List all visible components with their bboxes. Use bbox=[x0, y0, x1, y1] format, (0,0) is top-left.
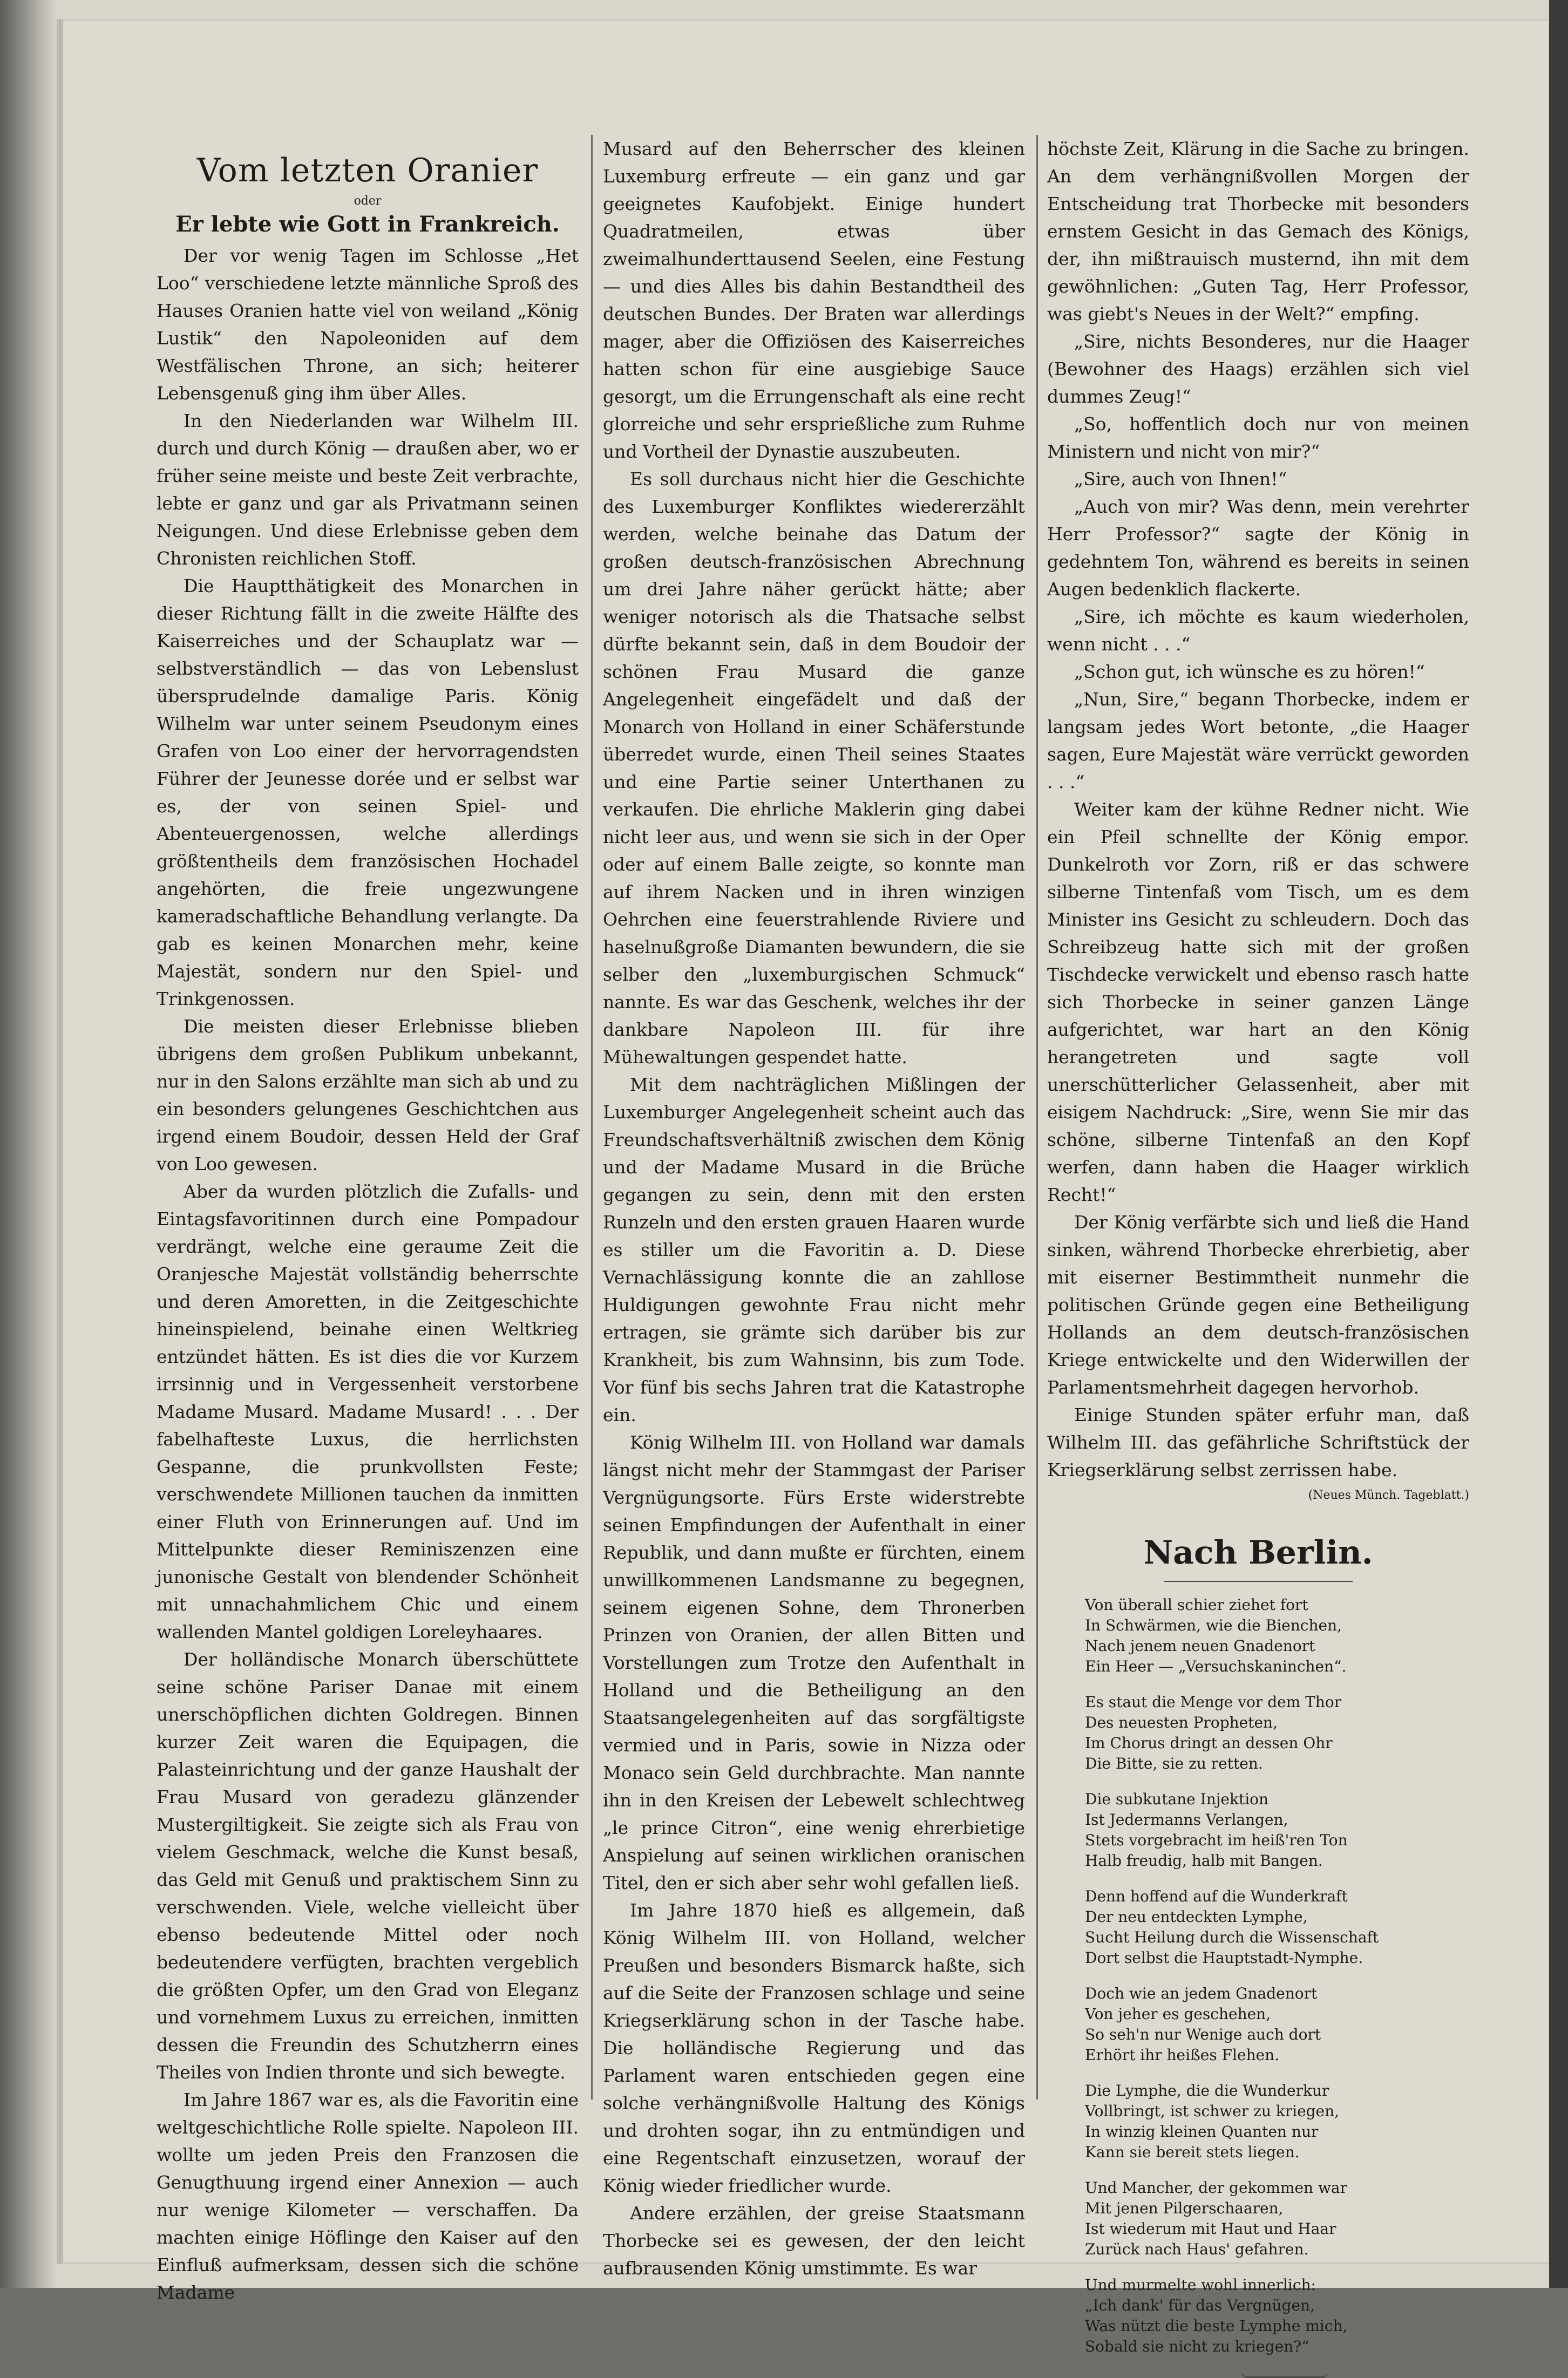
paragraph: Musard auf den Beherrscher des kleinen Luxemburg erfreute — ein ganz und gar geeignetes Kaufobjekt. Einige hundert Quadratmeilen, etwas über zweimalhunderttausend Seelen, eine Festung — und dies Alles bis dahin Bestandtheil des deutschen Bundes. Der Braten war allerdings mager, aber die Offiziösen des Kaiserreiches hatten schon für eine ausgiebige Sauce gesorgt, um die Errungenschaft als eine recht glorreiche und sehr ersprießliche zum Ruhme und Vortheil der Dynastie auszubeuten. bbox=[603, 138, 1025, 462]
column-rule-1 bbox=[591, 135, 593, 2100]
paragraph: höchste Zeit, Klärung in die Sache zu bringen. An dem verhängnißvollen Morgen der Entscheidung trat Thorbecke mit besonders ernstem Gesicht in das Gemach des Königs, der, ihn mißtrauisch musternd, ihn mit dem gewöhnlichen: „Guten Tag, Herr Professor, was giebt's Neues in der Welt?“ empfing. bbox=[1047, 138, 1469, 324]
poem-line: Halb freudig, halb mit Bangen. bbox=[1085, 1852, 1323, 1870]
column-rule-2 bbox=[1036, 135, 1038, 2100]
poem-stanza bbox=[1085, 1886, 1469, 1968]
paragraph: Im Jahre 1867 war es, als die Favoritin eine weltgeschichtliche Rolle spielte. Napoleon III. wollte um jeden Preis den Franzosen die Genugthuung irgend einer Annexion — auch nur wenige Kilometer — verschaffen. Da machten einige Höflinge den Kaiser auf den Einfluß aufmerksam, dessen sich die schöne Madame bbox=[157, 2089, 579, 2303]
poem-stanza bbox=[1085, 2081, 1469, 2163]
end-flourish bbox=[1241, 2372, 1328, 2378]
paragraph: Die Hauptthätigkeit des Monarchen in dieser Richtung fällt in die zweite Hälfte des Kaiserreiches und der Schauplatz war — selbstverständlich — das von Lebenslust übersprudelnde damalige Paris. König Wilhelm war unter seinem Pseudonym eines Grafen von Loo einer der hervorragendsten Führer der Jeunesse dorée und er selbst war es, der von seinen Spiel- und Abenteuergenossen, welche allerdings größtentheils dem französischen Hochadel angehörten, die freie ungezwungene kameradschaftliche Behandlung verlangte. Da gab es keinen Monarchen mehr, keine Majestät, sondern nur den Spiel- und Trinkgenossen. bbox=[157, 575, 579, 1009]
poem-stanza bbox=[1085, 1789, 1469, 1871]
paragraph: Einige Stunden später erfuhr man, daß Wilhelm III. das gefährliche Schriftstück der Kriegserklärung selbst zerrissen habe. bbox=[1047, 1404, 1469, 1480]
paragraph: Es soll durchaus nicht hier die Geschichte des Luxemburger Konfliktes wiedererzählt werden, welche beinahe das Datum der großen deutsch-französischen Abrechnung um drei Jahre näher gerückt hätte; aber weniger notorisch als die Thatsache selbst dürfte bekannt sein, daß in dem Boudoir der schönen Frau Musard die ganze Angelegenheit eingefädelt und daß der Monarch von Holland in einer Schäferstunde überredet wurde, einen Theil seines Staates und eine Partie seiner Unterthanen zu verkaufen. Die ehrliche Maklerin ging dabei nicht leer aus, und wenn sie sich in der Oper oder auf einem Balle zeigte, so konnte man auf ihrem Nacken und in ihren winzigen Oehrchen eine feuerstrahlende Riviere und haselnußgroße Diamanten bewundern, die sie selber den „luxemburgischen Schmuck“ nannte. Es war das Geschenk, welches ihr der dankbare Napoleon III. für ihre Mühewaltungen gespendet hatte. bbox=[603, 468, 1025, 1068]
column-2 bbox=[603, 135, 1025, 2282]
paragraph: Aber da wurden plötzlich die Zufalls- und Eintagsfavoritinnen durch eine Pompadour verdrängt, welche eine geraume Zeit die Oranjesche Majestät vollständig beherrschte und deren Amoretten, in die Zeitgeschichte hineinspielend, beinahe einen Weltkrieg entzündet hätten. Es ist dies die vor Kurzem irrsinnig und in Vergessenheit verstorbene Madame Musard. Madame Musard! . . . Der fabelhafteste Luxus, die herrlichsten Gespanne, die prunkvollsten Feste; verschwendete Millionen tauchen da inmitten einer Fluth von Erinnerungen auf. Und im Mittelpunkte dieser Reminiszenzen eine junonische Gestalt von blendender Schönheit mit unnachahmlichem Chic und einem wallenden Mantel goldigen Loreleyhaares. bbox=[157, 1181, 579, 1642]
article-title: Vom letzten Oranier bbox=[196, 152, 539, 189]
poem-title-divider bbox=[1164, 1581, 1353, 1582]
poem-line: Was nützt die beste Lymphe mich, bbox=[1085, 2317, 1348, 2335]
paragraph: „Sire, ich möchte es kaum wiederholen, wenn nicht . . .“ bbox=[1047, 606, 1469, 655]
poem-line: Ein Heer — „Versuchskaninchen“. bbox=[1085, 1657, 1347, 1675]
poem-line: Die Bitte, sie zu retten. bbox=[1085, 1755, 1263, 1772]
poem-line: Die Lymphe, die die Wunderkur bbox=[1085, 2082, 1329, 2100]
page-stack-edge bbox=[57, 19, 63, 2264]
article-subtitle: Er lebte wie Gott in Frankreich. bbox=[175, 212, 560, 237]
paragraph: „Schon gut, ich wünsche es zu hören!“ bbox=[1074, 661, 1425, 682]
paragraph: Die meisten dieser Erlebnisse blieben übrigens dem großen Publikum unbekannt, nur in den Salons erzählte man sich ab und zu ein besonders gelungenes Geschichtchen aus irgend einem Boudoir, dessen Held der Graf von Loo gewesen. bbox=[157, 1016, 579, 1174]
poem-title: Nach Berlin. bbox=[1143, 1534, 1373, 1572]
paragraph: „So, hoffentlich doch nur von meinen Ministern und nicht von mir?“ bbox=[1047, 413, 1469, 462]
poem-line: Die subkutane Injektion bbox=[1085, 1790, 1269, 1808]
paragraph: Andere erzählen, der greise Staatsmann Thorbecke sei es gewesen, der den leicht aufbrausenden König umstimmte. Es war bbox=[603, 2203, 1025, 2279]
scanner-edge bbox=[1549, 0, 1568, 2288]
paragraph: „Auch von mir? Was denn, mein verehrter Herr Professor?“ sagte der König in gedehntem Ton, während es bereits in seinen Augen bedenklich flackerte. bbox=[1047, 496, 1469, 600]
paragraph: Im Jahre 1870 hieß es allgemein, daß König Wilhelm III. von Holland, welcher Preußen und besonders Bismarck haßte, sich auf die Seite der Franzosen schlage und seine Kriegserklärung schon in der Tasche habe. Die holländische Regierung und das Parlament waren entschieden gegen eine solche verhängnißvolle Haltung des Königs und drohten sogar, ihn zu entmündigen und eine Regentschaft einzusetzen, worauf der König wieder friedlicher wurde. bbox=[603, 1900, 1025, 2196]
poem-stanza bbox=[1085, 2275, 1469, 2357]
poem-line: Sucht Heilung durch die Wissenschaft bbox=[1085, 1928, 1379, 1946]
paragraph: Mit dem nachträglichen Mißlingen der Luxemburger Angelegenheit scheint auch das Freundschaftsverhältniß zwischen dem König und der Madame Musard in die Brüche gegangen zu sein, denn mit den ersten Runzeln und den ersten grauen Haaren wurde es stiller um die Favoritin a. D. Diese Vernachlässigung konnte die an zahllose Huldigungen gewohnte Frau nicht mehr ertragen, sie grämte sich darüber bis zur Krankheit, bis zum Wahnsinn, bis zum Tode. Vor fünf bis sechs Jahren trat die Katastrophe ein. bbox=[603, 1074, 1025, 1425]
poem-line: Stets vorgebracht im heiß'ren Ton bbox=[1085, 1831, 1348, 1849]
poem-stanza bbox=[1085, 2178, 1469, 2260]
paragraph: Der holländische Monarch überschüttete seine schöne Pariser Danae mit einem unerschöpflichen dichten Goldregen. Binnen kurzer Zeit waren die Equipagen, die Palasteinrichtung und der ganze Haushalt der Frau Musard von geradezu glänzender Mustergiltigkeit. Sie zeigte sich als Frau von vielem Geschmack, welche die Kunst besaß, das Geld mit Genuß und praktischem Sinn zu verschwenden. Viele, welche vielleicht über ebenso bedeutende Mittel oder noch bedeutendere verfügten, brachten vergeblich die größten Opfer, um den Grad von Eleganz und vornehmem Luxus zu erreichen, inmitten dessen die Freundin des Schutzherrn eines Theiles von Indien thronte und sich bewegte. bbox=[157, 1649, 579, 2083]
paragraph: Der vor wenig Tagen im Schlosse „Het Loo“ verschiedene letzte männliche Sproß des Hauses Oranien hatte viel von weiland „König Lustik“ den Napoleoniden auf dem Westfälischen Throne, an sich; heiterer Lebensgenuß ging ihm über Alles. bbox=[157, 245, 579, 404]
column-1 bbox=[157, 135, 579, 2306]
paragraph: „Sire, auch von Ihnen!“ bbox=[1074, 468, 1287, 490]
poem-line: So seh'n nur Wenige auch dort bbox=[1085, 2026, 1321, 2043]
paragraph: „Sire, nichts Besonderes, nur die Haager (Bewohner des Haags) erzählen sich viel dummes Zeug!“ bbox=[1047, 331, 1469, 407]
article-oder: oder bbox=[354, 194, 382, 208]
poem-line: Ist wiederum mit Haut und Haar bbox=[1085, 2220, 1336, 2238]
poem-line: Dort selbst die Hauptstadt-Nymphe. bbox=[1085, 1949, 1363, 1967]
paragraph: König Wilhelm III. von Holland war damals längst nicht mehr der Stammgast der Pariser Vergnügungsorte. Fürs Erste widerstrebte seinen Empfindungen der Aufenthalt in einer Republik, und dann mußte er fürchten, einem unwillkommenen Landsmanne zu begegnen, seinem eigenen Sohne, dem Thronerben Prinzen von Oranien, der allen Bitten und Vorstellungen zum Trotze den Aufenthalt in Holland und die Betheiligung an den Staatsangelegenheiten auf das sorgfältigste vermied und in Paris, sowie in Nizza oder Monaco sein Geld durchbrachte. Man nannte ihn in den Kreisen der Lebewelt schlechtweg „le prince Citron“, eine wenig ehrerbietige Anspielung auf seinen wirklichen oranischen Titel, den er sich aber sehr wohl gefallen ließ. bbox=[603, 1432, 1025, 1893]
poem-line: Der neu entdeckten Lymphe, bbox=[1085, 1908, 1308, 1926]
poem-line: Denn hoffend auf die Wunderkraft bbox=[1085, 1887, 1348, 1905]
poem-line: In Schwärmen, wie die Bienchen, bbox=[1085, 1616, 1342, 1634]
poem-line: Zurück nach Haus' gefahren. bbox=[1085, 2240, 1309, 2258]
paragraph: In den Niederlanden war Wilhelm III. durch und durch König — draußen aber, wo er früher seine meiste und beste Zeit verbrachte, lebte er ganz und gar als Privatmann seinen Neigungen. Und diese Erlebnisse geben dem Chronisten reichlichen Stoff. bbox=[157, 410, 579, 569]
poem-line: In winzig kleinen Quanten nur bbox=[1085, 2123, 1319, 2141]
poem-line: Sobald sie nicht zu kriegen?“ bbox=[1085, 2338, 1309, 2355]
poem-line: Erhört ihr heißes Flehen. bbox=[1085, 2046, 1280, 2064]
poem-line: Nach jenem neuen Gnadenort bbox=[1085, 1637, 1315, 1655]
article-source: (Neues Münch. Tageblatt.) bbox=[1308, 1489, 1469, 1502]
poem-line: Kann sie bereit stets liegen. bbox=[1085, 2143, 1300, 2161]
paragraph: Der König verfärbte sich und ließ die Hand sinken, während Thorbecke ehrerbietig, aber mit eiserner Bestimmtheit nunmehr die politischen Gründe gegen eine Betheiligung Hollands an dem deutsch-französischen Kriege entwickelte und den Widerwillen der Parlamentsmehrheit dagegen hervorhob. bbox=[1047, 1212, 1469, 1398]
poem-line: Und murmelte wohl innerlich: bbox=[1085, 2276, 1316, 2294]
poem-line: Von jeher es geschehen, bbox=[1085, 2005, 1271, 2023]
poem-line: Und Mancher, der gekommen war bbox=[1085, 2179, 1347, 2197]
poem-line: „Ich dank' für das Vergnügen, bbox=[1085, 2297, 1315, 2314]
poem-line: Vollbringt, ist schwer zu kriegen, bbox=[1085, 2102, 1340, 2120]
column-3 bbox=[1047, 135, 1469, 2378]
poem-line: Von überall schier ziehet fort bbox=[1085, 1596, 1308, 1614]
poem-line: Ist Jedermanns Verlangen, bbox=[1085, 1811, 1288, 1829]
poem-stanza bbox=[1085, 1983, 1469, 2066]
poem-line: Doch wie an jedem Gnadenort bbox=[1085, 1985, 1318, 2002]
poem-line: Des neuesten Propheten, bbox=[1085, 1714, 1278, 1731]
poem-line: Mit jenen Pilgerschaaren, bbox=[1085, 2199, 1284, 2217]
poem-stanza bbox=[1085, 1692, 1469, 1774]
paragraph: „Nun, Sire,“ begann Thorbecke, indem er langsam jedes Wort betonte, „die Haager sagen, Eure Majestät wäre verrückt geworden . . .“ bbox=[1047, 689, 1469, 792]
poem-stanza bbox=[1085, 1595, 1469, 1677]
paragraph: Weiter kam der kühne Redner nicht. Wie ein Pfeil schnellte der König empor. Dunkelroth vor Zorn, riß er das schwere silberne Tintenfaß vom Tisch, um es dem Minister ins Gesicht zu schleudern. Doch das Schreibzeug hatte sich mit der großen Tischdecke verwickelt und ebenso rasch hatte sich Thorbecke in seiner ganzen Länge aufgerichtet, war hart an den König herangetreten und sagte voll unerschütterlicher Gelassenheit, aber mit eisigem Nachdruck: „Sire, wenn Sie mir das schöne, silberne Tintenfaß an den Kopf werfen, dann haben die Haager wirklich Recht!“ bbox=[1047, 799, 1469, 1205]
poem-line: Im Chorus dringt an dessen Ohr bbox=[1085, 1734, 1333, 1752]
poem-line: Es staut die Menge vor dem Thor bbox=[1085, 1693, 1342, 1711]
